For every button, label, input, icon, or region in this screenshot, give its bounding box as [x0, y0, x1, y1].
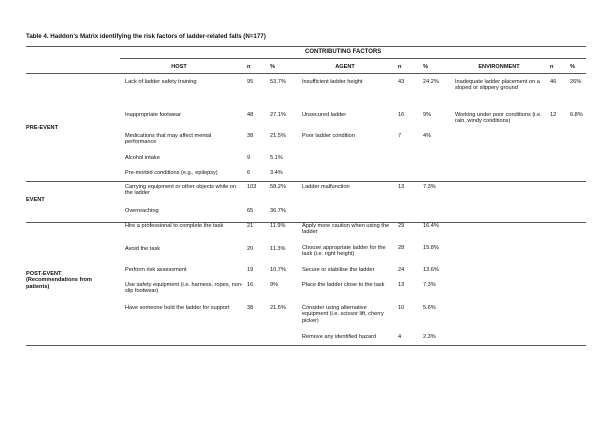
pre-agent-n: 43 — [398, 79, 405, 85]
event-host-n: 65 — [247, 208, 254, 214]
pre-host-n: 38 — [247, 133, 254, 139]
pre-event-label: PRE-EVENT — [26, 125, 59, 131]
pre-host-n: 6 — [247, 170, 251, 176]
post-host-pct: 9% — [270, 282, 279, 288]
post-agent-pct: 2.3% — [423, 334, 436, 340]
post-agent-n: 13 — [398, 282, 405, 288]
pre-agent-n: 7 — [398, 133, 402, 139]
pre-host-pct: 21.5% — [270, 133, 286, 139]
host-n-header: n — [247, 64, 251, 70]
pre-host-factor: Alcohol intake — [125, 155, 160, 161]
post-host-factor: Perform risk assessment — [125, 267, 187, 273]
pre-agent-factor: Insufficient ladder height — [302, 79, 363, 85]
post-agent-factor: Remove any identified hazard — [302, 334, 377, 340]
pre-host-pct: 5.1% — [270, 155, 283, 161]
post-agent-n: 28 — [398, 245, 405, 251]
agent-header: AGENT — [335, 64, 355, 70]
pre-host-n: 48 — [247, 112, 254, 118]
pre-env-n: 12 — [550, 112, 557, 118]
contributing-factors-header: CONTRIBUTING FACTORS — [305, 49, 382, 55]
post-host-factor: Use safety equipment (i.e. harness, ropes, non-slip footwear) — [125, 282, 243, 295]
post-agent-n: 4 — [398, 334, 402, 340]
post-agent-n: 10 — [398, 305, 405, 311]
post-host-factor: Avoid the task — [125, 246, 161, 252]
pre-env-factor: Inadequate ladder placement on a sloped or slippery ground — [455, 79, 540, 92]
event-host-factor: Overreaching — [125, 208, 159, 214]
post-host-n: 38 — [247, 305, 254, 311]
env-pct-header: % — [570, 64, 575, 70]
post-agent-factor: Consider using alternative equipment (i.e. scissor lift, cherry picker) — [302, 305, 384, 324]
section-rule-event — [26, 181, 586, 182]
pre-host-factor: Inappropriate footwear — [125, 112, 181, 118]
agent-pct-header: % — [423, 64, 428, 70]
subheader-rule — [26, 73, 586, 74]
environment-header: ENVIRONMENT — [478, 64, 520, 70]
top-rule — [26, 46, 586, 47]
pre-host-n: 95 — [247, 79, 254, 85]
post-agent-factor: Choose appropriate ladder for the task (i.e. right height) — [302, 245, 386, 258]
header-rule — [120, 58, 586, 59]
pre-agent-factor: Unsecured ladder — [302, 112, 347, 118]
post-agent-pct: 13.6% — [423, 267, 439, 273]
post-agent-factor: Place the ladder close to the task — [302, 282, 385, 288]
post-agent-pct: 5.6% — [423, 305, 436, 311]
post-event-label: POST-EVENT (Recommendations from patients) — [26, 271, 92, 290]
bottom-rule — [26, 345, 586, 346]
pre-host-factor: Medications that may affect mental performance — [125, 133, 212, 146]
post-host-pct: 11.9% — [270, 223, 286, 229]
post-agent-factor: Apply more caution when using the ladder — [302, 223, 390, 236]
pre-env-pct: 6.8% — [570, 112, 583, 118]
post-agent-pct: 15.8% — [423, 245, 439, 251]
post-agent-n: 29 — [398, 223, 405, 229]
post-host-factor: Hire a professional to complete the task — [125, 223, 224, 229]
post-agent-pct: 7.3% — [423, 282, 436, 288]
post-agent-n: 24 — [398, 267, 405, 273]
post-agent-factor: Secure or stabilise the ladder — [302, 267, 375, 273]
event-agent-pct: 7.3% — [423, 184, 436, 190]
pre-agent-pct: 9% — [423, 112, 432, 118]
event-host-n: 103 — [247, 184, 257, 190]
pre-agent-factor: Poor ladder condition — [302, 133, 355, 139]
event-host-pct: 58.2% — [270, 184, 286, 190]
pre-agent-n: 16 — [398, 112, 405, 118]
pre-host-pct: 27.1% — [270, 112, 286, 118]
post-host-pct: 10.7% — [270, 267, 286, 273]
host-pct-header: % — [270, 64, 275, 70]
post-host-pct: 11.3% — [270, 246, 286, 252]
event-agent-n: 13 — [398, 184, 405, 190]
post-host-n: 20 — [247, 246, 254, 252]
pre-host-factor: Lack of ladder safety training — [125, 79, 197, 85]
post-host-n: 16 — [247, 282, 254, 288]
event-host-factor: Carrying equipment or other objects while on the ladder — [125, 184, 237, 197]
event-agent-factor: Ladder malfunction — [302, 184, 350, 190]
event-label: EVENT — [26, 197, 45, 203]
pre-env-factor: Working under poor conditions (i.e. rain, windy conditions) — [455, 112, 542, 125]
post-host-n: 21 — [247, 223, 254, 229]
post-host-factor: Have someone hold the ladder for support — [125, 305, 230, 311]
agent-n-header: n — [398, 64, 402, 70]
pre-host-pct: 3.4% — [270, 170, 283, 176]
pre-agent-pct: 4% — [423, 133, 432, 139]
pre-host-pct: 53.7% — [270, 79, 286, 85]
host-header: HOST — [171, 64, 187, 70]
event-host-pct: 36.7% — [270, 208, 286, 214]
pre-host-n: 9 — [247, 155, 251, 161]
pre-agent-pct: 24.2% — [423, 79, 439, 85]
table-caption: Table 4. Haddon's Matrix identifying the risk factors of ladder-related falls (N=177) — [26, 33, 266, 40]
pre-env-pct: 26% — [570, 79, 582, 85]
env-n-header: n — [550, 64, 554, 70]
pre-host-factor: Pre-morbid conditions (e.g., epilepsy) — [125, 170, 218, 176]
post-agent-pct: 16.4% — [423, 223, 439, 229]
pre-env-n: 46 — [550, 79, 557, 85]
post-host-pct: 21.5% — [270, 305, 286, 311]
post-host-n: 19 — [247, 267, 254, 273]
